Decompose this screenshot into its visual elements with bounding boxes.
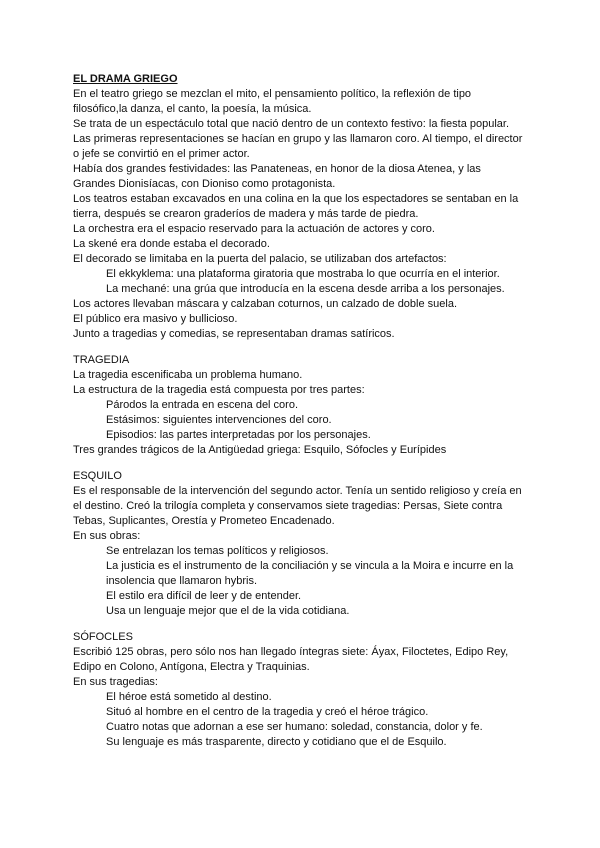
document-page [73, 72, 533, 750]
paragraph-line: Tres grandes trágicos de la Antigüedad griega: Esquilo, Sófocles y Eurípides [73, 444, 447, 456]
paragraph-line: El público era masivo y bullicioso. [73, 313, 238, 325]
paragraph-line: En el teatro griego se mezclan el mito, el pensamiento político, la reflexión de tipo [73, 88, 472, 100]
indented-line: La justicia es el instrumento de la conciliación y se vincula a la Moira e incurre en la [106, 560, 514, 572]
paragraph-line: El decorado se limitaba en la puerta del palacio, se utilizaban dos artefactos: [73, 253, 447, 265]
paragraph-line: Los actores llevaban máscara y calzaban coturnos, un calzado de doble suela. [73, 298, 458, 310]
indented-line: Estásimos: siguientes intervenciones del coro. [106, 414, 332, 426]
paragraph-line: En sus obras: [73, 530, 141, 542]
indented-line: El héroe está sometido al destino. [106, 691, 272, 703]
indented-line: Párodos la entrada en escena del coro. [106, 399, 299, 411]
paragraph-line: Es el responsable de la intervención del segundo actor. Tenía un sentido religioso y creía en [73, 485, 522, 497]
paragraph-line: Los teatros estaban excavados en una colina en la que los espectadores se sentaban en la [73, 193, 519, 205]
paragraph-line: Junto a tragedias y comedias, se representaban dramas satíricos. [73, 328, 395, 340]
indented-line: Usa un lenguaje mejor que el de la vida cotidiana. [106, 605, 350, 617]
paragraph-line: el destino. Creó la trilogía completa y conservamos siete tragedias: Persas, Siete contra [73, 500, 503, 512]
indented-line: El ekkyklema: una plataforma giratoria que mostraba lo que ocurría en el interior. [106, 268, 500, 280]
paragraph-line: La skené era donde estaba el decorado. [73, 238, 270, 250]
paragraph-line: Se trata de un espectáculo total que nació dentro de un contexto festivo: la fiesta popular. [73, 118, 510, 130]
indented-line: Se entrelazan los temas políticos y religiosos. [106, 545, 329, 557]
paragraph-line: Edipo en Colono, Antígona, Electra y Traquinias. [73, 661, 310, 673]
paragraph-line: Escribió 125 obras, pero sólo nos han llegado íntegras siete: Áyax, Filoctetes, Edipo Rey, [73, 646, 509, 658]
paragraph-line: Grandes Dionisíacas, con Dioniso como protagonista. [73, 178, 336, 190]
paragraph-line: La tragedia escenificaba un problema humano. [73, 369, 303, 381]
paragraph-line: filosófico,la danza, el canto, la poesía, la música. [73, 103, 312, 115]
indented-line: El estilo era difícil de leer y de entender. [106, 590, 302, 602]
indented-line: La mechané: una grúa que introducía en la escena desde arriba a los personajes. [106, 283, 505, 295]
paragraph-line: Tebas, Suplicantes, Orestía y Prometeo Encadenado. [73, 515, 335, 527]
paragraph-line: La orchestra era el espacio reservado para la actuación de actores y coro. [73, 223, 435, 235]
indented-line: Cuatro notas que adornan a ese ser humano: soledad, constancia, dolor y fe. [106, 721, 483, 733]
indented-line: Su lenguaje es más trasparente, directo y cotidiano que el de Esquilo. [106, 736, 447, 748]
indented-line: insolencia que llamaron hybris. [106, 575, 258, 587]
paragraph-line: Las primeras representaciones se hacían en grupo y las llamaron coro. Al tiempo, el director [73, 133, 523, 145]
paragraph-line: Había dos grandes festividades: las Panateneas, en honor de la diosa Atenea, y las [73, 163, 481, 175]
section-heading-esquilo: ESQUILO [73, 470, 122, 482]
paragraph-line: o jefe se convirtió en el primer actor. [73, 148, 250, 160]
indented-line: Episodios: las partes interpretadas por los personajes. [106, 429, 371, 441]
paragraph-line: tierra, después se crearon graderíos de madera y más tarde de piedra. [73, 208, 419, 220]
section-heading-tragedia: TRAGEDIA [73, 354, 130, 366]
section-heading-sofocles: SÓFOCLES [73, 631, 133, 643]
paragraph-line: En sus tragedias: [73, 676, 158, 688]
document-title: EL DRAMA GRIEGO [73, 73, 178, 85]
paragraph-line: La estructura de la tragedia está compuesta por tres partes: [73, 384, 365, 396]
indented-line: Situó al hombre en el centro de la tragedia y creó el héroe trágico. [106, 706, 429, 718]
